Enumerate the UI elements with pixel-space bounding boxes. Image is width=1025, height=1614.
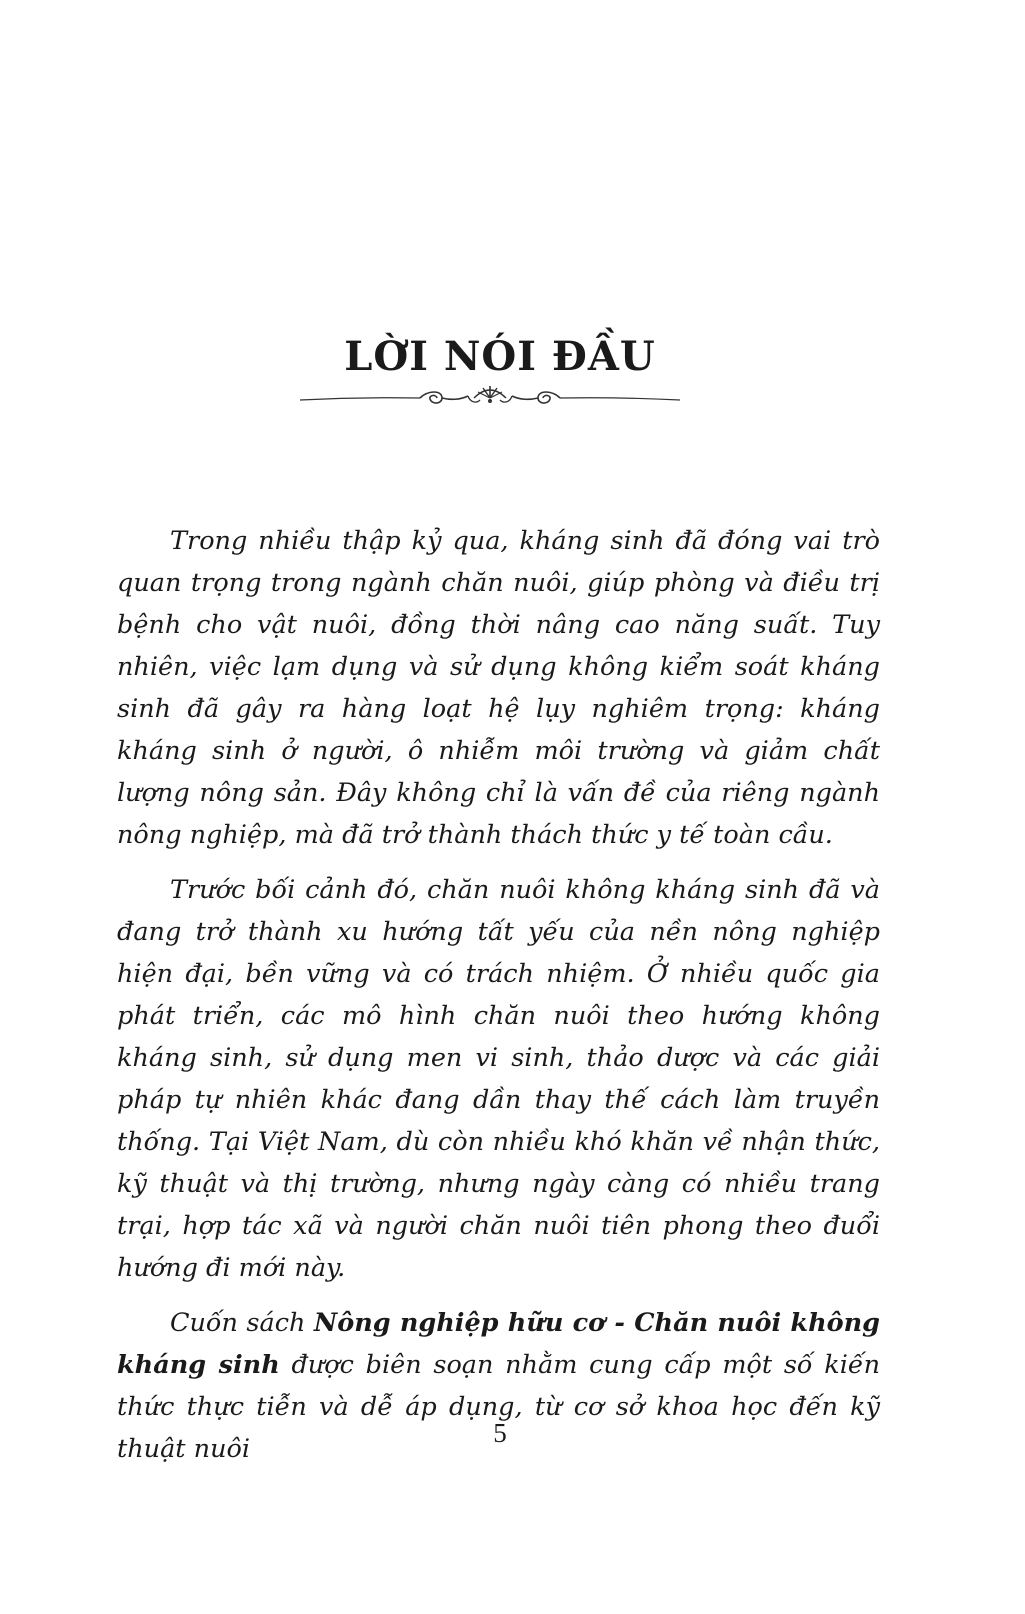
page-number: 5 (493, 1418, 507, 1448)
paragraph-3-rest: được biên soạn nhằm cung cấp một số kiến thức thực tiễn và dễ áp dụng, từ cơ sở khoa học đến kỹ thuật nuôi (117, 1350, 880, 1464)
flourish-divider-icon (300, 378, 680, 418)
page-title: LỜI NÓI ĐẦU (344, 333, 656, 380)
paragraph-1: Trong nhiều thập kỷ qua, kháng sinh đã đóng vai trò quan trọng trong ngành chăn nuôi, giúp phòng và điều trị bệnh cho vật nuôi, đồng thời nâng cao năng suất. Tuy nhiên, việc lạm dụng và sử dụng không kiểm soát kháng sinh đã gây ra hàng loạt hệ lụy nghiêm trọng: kháng kháng sinh ở người, ô nhiễm môi trường và giảm chất lượng nông sản. Đây không chỉ là vấn đề của riêng ngành nông nghiệp, mà đã trở thành thách thức y tế toàn cầu. (117, 526, 880, 850)
preface-body (117, 520, 880, 1470)
paragraph-3-lead: Cuốn sách (170, 1308, 314, 1338)
paragraph-2: Trước bối cảnh đó, chăn nuôi không kháng sinh đã và đang trở thành xu hướng tất yếu của nền nông nghiệp hiện đại, bền vững và có trách nhiệm. Ở nhiều quốc gia phát triển, các mô hình chăn nuôi theo hướng không kháng sinh, sử dụng men vi sinh, thảo dược và các giải pháp tự nhiên khác đang dần thay thế cách làm truyền thống. Tại Việt Nam, dù còn nhiều khó khăn về nhận thức, kỹ thuật và thị trường, nhưng ngày càng có nhiều trang trại, hợp tác xã và người chăn nuôi tiên phong theo đuổi hướng đi mới này. (117, 875, 880, 1283)
book-title: Nông nghiệp hữu cơ - Chăn nuôi không kháng sinh (117, 1308, 881, 1380)
